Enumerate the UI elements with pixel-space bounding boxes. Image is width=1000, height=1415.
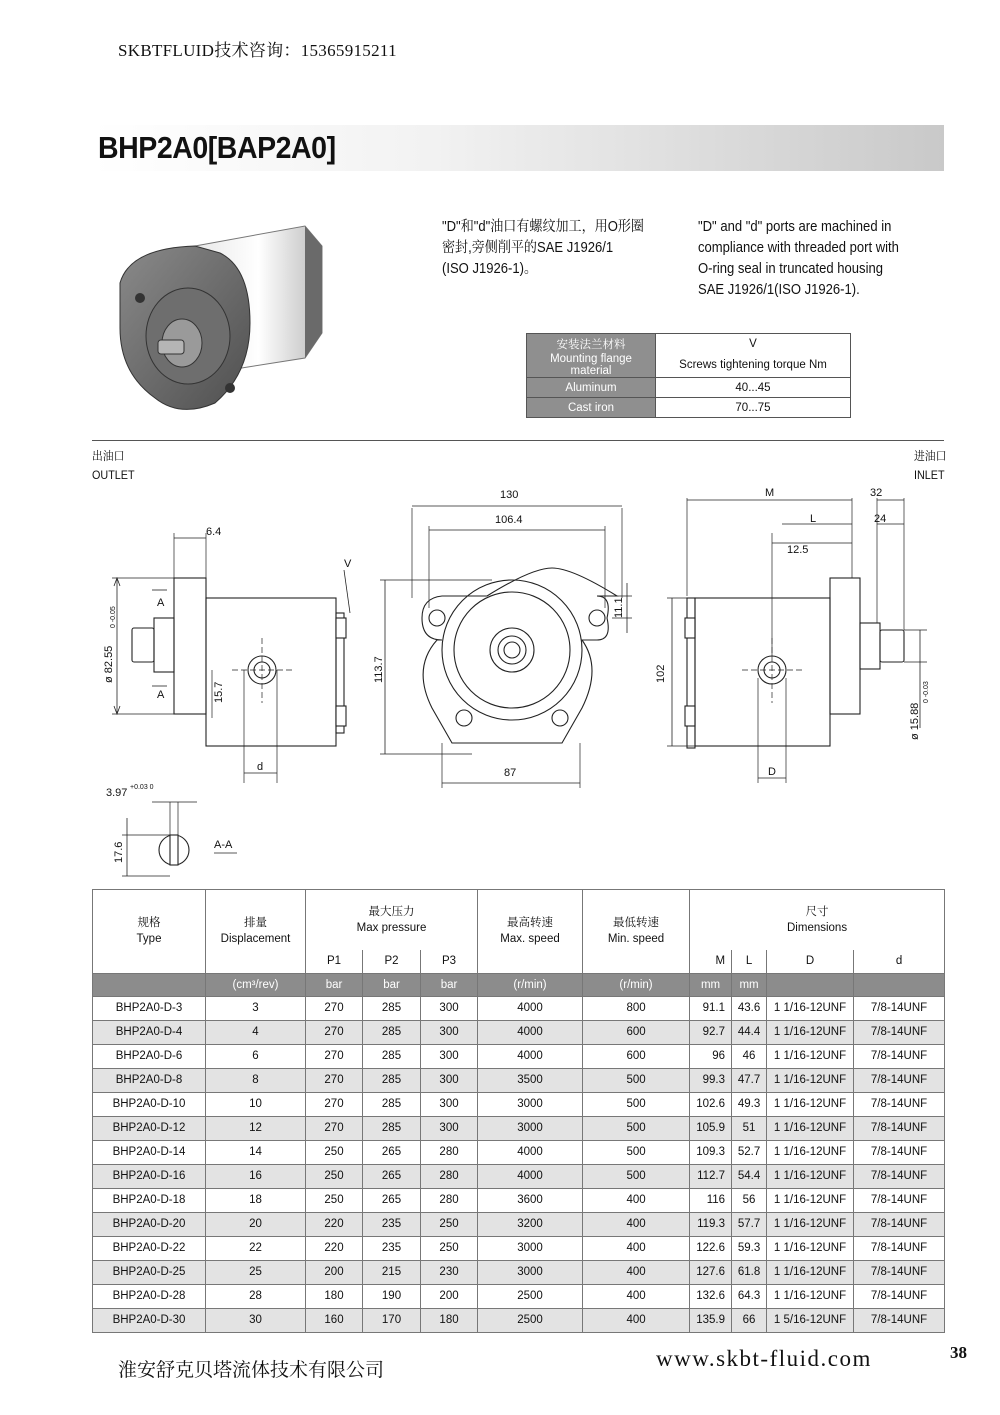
section-a-a: A-A: [214, 839, 233, 851]
unit-d: [854, 973, 945, 996]
table-cell: 3200: [478, 1212, 583, 1236]
table-cell: BHP2A0-D-3: [93, 996, 206, 1020]
table-cell: 7/8-14UNF: [854, 1236, 945, 1260]
table-cell: 6: [206, 1044, 306, 1068]
note-en: [698, 217, 923, 301]
table-cell: 7/8-14UNF: [854, 1284, 945, 1308]
table-cell: 280: [421, 1164, 478, 1188]
table-row: [93, 1140, 945, 1164]
table-cell: 1 1/16-12UNF: [767, 996, 854, 1020]
table-cell: 14: [206, 1140, 306, 1164]
dim-82-55: ø 82.55: [103, 645, 115, 683]
table-cell: 3: [206, 996, 306, 1020]
table-cell: BHP2A0-D-30: [93, 1308, 206, 1332]
torque-h1-en: Mounting flange material: [527, 353, 656, 378]
dim-11-1: 11.1: [613, 597, 625, 618]
table-row: [93, 1236, 945, 1260]
table-cell: 47.7: [732, 1068, 767, 1092]
table-cell: 25: [206, 1260, 306, 1284]
table-cell: 285: [363, 1092, 421, 1116]
table-cell: 64.3: [732, 1284, 767, 1308]
torque-h2-top: V: [656, 334, 851, 354]
table-cell: 3000: [478, 1260, 583, 1284]
table-cell: 3600: [478, 1188, 583, 1212]
page-title: BHP2A0[BAP2A0]: [98, 130, 336, 165]
footer-website[interactable]: www.skbt-fluid.com: [656, 1346, 872, 1371]
table-cell: 12: [206, 1116, 306, 1140]
table-cell: BHP2A0-D-10: [93, 1092, 206, 1116]
table-cell: 400: [583, 1260, 690, 1284]
table-row: [93, 1284, 945, 1308]
table-cell: 22: [206, 1236, 306, 1260]
table-cell: 285: [363, 1020, 421, 1044]
note-en-line: compliance with threaded port with: [698, 240, 899, 256]
table-cell: 235: [363, 1236, 421, 1260]
section-divider: [92, 440, 944, 441]
dim-102: 102: [655, 664, 667, 683]
table-cell: 1 1/16-12UNF: [767, 1260, 854, 1284]
table-row: [93, 1068, 945, 1092]
table-cell: 43.6: [732, 996, 767, 1020]
table-cell: 1 1/16-12UNF: [767, 1188, 854, 1212]
table-cell: 52.7: [732, 1140, 767, 1164]
table-cell: 300: [421, 1044, 478, 1068]
col-dim-en: Dimensions: [787, 921, 848, 934]
dim-130: 130: [500, 489, 519, 501]
table-cell: 2500: [478, 1308, 583, 1332]
table-cell: 500: [583, 1116, 690, 1140]
col-mins-cn: 最低转速: [613, 917, 660, 930]
table-cell: 16: [206, 1164, 306, 1188]
inlet-cn: 进油口: [914, 449, 947, 463]
table-cell: 92.7: [690, 1020, 732, 1044]
col-p1: P1: [306, 950, 363, 974]
table-cell: 1 1/16-12UNF: [767, 1140, 854, 1164]
table-cell: 270: [306, 996, 363, 1020]
spec-body: [93, 996, 945, 1332]
table-row: [93, 996, 945, 1020]
table-cell: 1 1/16-12UNF: [767, 1068, 854, 1092]
dim-3-97-tol: +0.03 0: [130, 784, 154, 791]
col-maxs-cn: 最高转速: [507, 917, 554, 930]
table-cell: 7/8-14UNF: [854, 1140, 945, 1164]
table-cell: 30: [206, 1308, 306, 1332]
technical-drawing: [92, 478, 944, 888]
table-cell: 49.3: [732, 1092, 767, 1116]
unit-D: [767, 973, 854, 996]
table-cell: 215: [363, 1260, 421, 1284]
table-cell: 1 1/16-12UNF: [767, 1284, 854, 1308]
table-cell: 1 1/16-12UNF: [767, 1020, 854, 1044]
table-cell: 270: [306, 1068, 363, 1092]
torque-material: Aluminum: [527, 378, 656, 398]
table-cell: BHP2A0-D-14: [93, 1140, 206, 1164]
note-en-line: O-ring seal in truncated housing: [698, 261, 883, 277]
unit-mins: (r/min): [583, 973, 690, 996]
table-cell: 7/8-14UNF: [854, 1164, 945, 1188]
dim-15-7: 15.7: [213, 681, 225, 703]
col-p3: P3: [421, 950, 478, 974]
table-cell: 500: [583, 1068, 690, 1092]
footer-company: 淮安舒克贝塔流体技术有限公司: [118, 1360, 385, 1381]
col-press: [306, 890, 478, 950]
table-cell: 160: [306, 1308, 363, 1332]
pump-photo: [100, 208, 340, 418]
unit-maxs: (r/min): [478, 973, 583, 996]
table-row: [93, 1044, 945, 1068]
torque-value: 70...75: [656, 398, 851, 418]
table-cell: 250: [306, 1164, 363, 1188]
header-contact: SKBTFLUID技术咨询：15365915211: [118, 41, 397, 60]
table-cell: 300: [421, 996, 478, 1020]
table-cell: BHP2A0-D-8: [93, 1068, 206, 1092]
dim-a-bottom: A: [157, 689, 165, 701]
note-cn-line: (ISO J1926-1)。: [442, 261, 538, 277]
note-en-line: SAE J1926/1(ISO J1926-1).: [698, 282, 860, 298]
col-disp: [206, 890, 306, 974]
table-cell: 56: [732, 1188, 767, 1212]
table-cell: 112.7: [690, 1164, 732, 1188]
table-cell: 600: [583, 1044, 690, 1068]
col-type-cn: 规格: [137, 917, 161, 930]
col-disp-cn: 排量: [244, 917, 267, 930]
table-cell: 600: [583, 1020, 690, 1044]
col-press-cn: 最大压力: [368, 905, 415, 918]
table-cell: 99.3: [690, 1068, 732, 1092]
col-m: M: [690, 950, 732, 974]
table-cell: 1 5/16-12UNF: [767, 1308, 854, 1332]
table-cell: 105.9: [690, 1116, 732, 1140]
table-cell: 7/8-14UNF: [854, 1212, 945, 1236]
outlet-en: OUTLET: [92, 468, 135, 482]
col-press-en: Max pressure: [356, 921, 427, 934]
unit-p3: bar: [421, 973, 478, 996]
dim-82-55-tol: 0 -0.05: [110, 606, 117, 628]
table-row: [93, 1020, 945, 1044]
table-cell: 7/8-14UNF: [854, 996, 945, 1020]
table-cell: 91.1: [690, 996, 732, 1020]
table-cell: 7/8-14UNF: [854, 1020, 945, 1044]
table-cell: 51: [732, 1116, 767, 1140]
table-cell: 300: [421, 1116, 478, 1140]
table-cell: 3000: [478, 1116, 583, 1140]
table-cell: 1 1/16-12UNF: [767, 1236, 854, 1260]
outlet-cn: 出油口: [92, 449, 125, 463]
table-row: [93, 1212, 945, 1236]
unit-p1: bar: [306, 973, 363, 996]
table-cell: BHP2A0-D-6: [93, 1044, 206, 1068]
side-view-left: [112, 533, 350, 783]
table-cell: 250: [306, 1140, 363, 1164]
table-cell: 7/8-14UNF: [854, 1092, 945, 1116]
dim-3-97: 3.97: [106, 787, 128, 799]
col-l: L: [732, 950, 767, 974]
table-cell: 4000: [478, 1164, 583, 1188]
note-en-line: "D" and "d" ports are machined in: [698, 219, 892, 235]
col-p2: P2: [363, 950, 421, 974]
col-dim: [690, 890, 945, 950]
dim-17-6: 17.6: [113, 841, 125, 863]
front-view: [380, 506, 632, 788]
table-cell: 230: [421, 1260, 478, 1284]
table-cell: 7/8-14UNF: [854, 1116, 945, 1140]
page-number: 38: [950, 1343, 967, 1362]
dim-d-small: d: [257, 761, 264, 773]
table-row: [93, 1092, 945, 1116]
table-cell: 3000: [478, 1092, 583, 1116]
table-cell: 3500: [478, 1068, 583, 1092]
table-cell: 200: [306, 1260, 363, 1284]
inlet-en: INLET: [914, 468, 945, 482]
table-cell: 265: [363, 1188, 421, 1212]
side-view-right: [667, 498, 927, 783]
col-maxs: [478, 890, 583, 974]
table-cell: 300: [421, 1020, 478, 1044]
table-cell: 7/8-14UNF: [854, 1044, 945, 1068]
table-cell: 4000: [478, 1020, 583, 1044]
table-cell: 400: [583, 1212, 690, 1236]
table-cell: 1 1/16-12UNF: [767, 1092, 854, 1116]
table-cell: 7/8-14UNF: [854, 1188, 945, 1212]
table-cell: 102.6: [690, 1092, 732, 1116]
torque-value: 40...45: [656, 378, 851, 398]
table-cell: BHP2A0-D-12: [93, 1116, 206, 1140]
table-row: [93, 1308, 945, 1332]
table-cell: 200: [421, 1284, 478, 1308]
col-disp-en: Displacement: [220, 933, 291, 946]
table-cell: BHP2A0-D-4: [93, 1020, 206, 1044]
table-cell: 1 1/16-12UNF: [767, 1116, 854, 1140]
table-cell: 3000: [478, 1236, 583, 1260]
table-cell: 280: [421, 1188, 478, 1212]
table-cell: 1 1/16-12UNF: [767, 1212, 854, 1236]
torque-h2-bottom: Screws tightening torque Nm: [656, 353, 851, 378]
table-cell: 1 1/16-12UNF: [767, 1044, 854, 1068]
table-cell: 400: [583, 1236, 690, 1260]
table-cell: 180: [421, 1308, 478, 1332]
table-cell: 270: [306, 1116, 363, 1140]
table-cell: 800: [583, 996, 690, 1020]
table-cell: 61.8: [732, 1260, 767, 1284]
dim-87: 87: [504, 767, 517, 779]
dim-v: V: [344, 558, 352, 570]
note-cn-line: 密封,旁侧削平的SAE J1926/1: [442, 240, 614, 256]
dim-l: L: [810, 513, 817, 525]
dim-113-7: 113.7: [373, 656, 385, 683]
table-cell: 4000: [478, 996, 583, 1020]
table-cell: BHP2A0-D-18: [93, 1188, 206, 1212]
table-cell: 122.6: [690, 1236, 732, 1260]
dim-15-88-tol: 0 -0.03: [923, 681, 930, 703]
dim-a-top: A: [157, 597, 165, 609]
table-cell: 44.4: [732, 1020, 767, 1044]
table-cell: 500: [583, 1092, 690, 1116]
table-cell: 220: [306, 1212, 363, 1236]
unit-disp: (cm³/rev): [206, 973, 306, 996]
table-cell: 4: [206, 1020, 306, 1044]
col-mins-en: Min. speed: [607, 933, 665, 946]
table-cell: 28: [206, 1284, 306, 1308]
torque-material: Cast iron: [527, 398, 656, 418]
table-row: [93, 1164, 945, 1188]
table-cell: 285: [363, 1044, 421, 1068]
torque-table: [526, 333, 851, 418]
table-cell: 46: [732, 1044, 767, 1068]
dim-106-4: 106.4: [495, 514, 523, 526]
spec-table: [92, 889, 945, 1333]
table-cell: 54.4: [732, 1164, 767, 1188]
table-cell: 10: [206, 1092, 306, 1116]
col-type: [93, 890, 206, 974]
table-cell: 1 1/16-12UNF: [767, 1164, 854, 1188]
note-cn-line: "D"和"d"油口有螺纹加工，用O形圈: [442, 219, 644, 235]
table-cell: BHP2A0-D-28: [93, 1284, 206, 1308]
unit-p2: bar: [363, 973, 421, 996]
table-cell: 400: [583, 1188, 690, 1212]
table-cell: 132.6: [690, 1284, 732, 1308]
table-cell: 265: [363, 1140, 421, 1164]
table-cell: 59.3: [732, 1236, 767, 1260]
table-cell: 400: [583, 1308, 690, 1332]
table-cell: BHP2A0-D-25: [93, 1260, 206, 1284]
unit-type: [93, 973, 206, 996]
col-d: d: [854, 950, 945, 974]
table-cell: BHP2A0-D-22: [93, 1236, 206, 1260]
table-cell: 285: [363, 996, 421, 1020]
note-cn: [442, 217, 658, 280]
dim-D: D: [768, 766, 776, 778]
table-cell: 66: [732, 1308, 767, 1332]
table-cell: 96: [690, 1044, 732, 1068]
dim-32: 32: [870, 487, 883, 499]
dim-24: 24: [874, 513, 887, 525]
table-cell: 4000: [478, 1044, 583, 1068]
table-cell: 500: [583, 1164, 690, 1188]
table-row: [93, 1188, 945, 1212]
table-cell: 170: [363, 1308, 421, 1332]
table-cell: 57.7: [732, 1212, 767, 1236]
table-cell: 18: [206, 1188, 306, 1212]
table-cell: 270: [306, 1020, 363, 1044]
col-mins: [583, 890, 690, 974]
table-cell: 250: [306, 1188, 363, 1212]
table-cell: 285: [363, 1116, 421, 1140]
col-D: D: [767, 950, 854, 974]
table-cell: 500: [583, 1140, 690, 1164]
table-cell: 116: [690, 1188, 732, 1212]
table-cell: 8: [206, 1068, 306, 1092]
table-cell: 250: [421, 1236, 478, 1260]
table-cell: 7/8-14UNF: [854, 1068, 945, 1092]
table-cell: 220: [306, 1236, 363, 1260]
table-cell: 285: [363, 1068, 421, 1092]
table-cell: 300: [421, 1092, 478, 1116]
table-cell: 119.3: [690, 1212, 732, 1236]
dim-6-4: 6.4: [206, 526, 222, 538]
table-cell: 270: [306, 1044, 363, 1068]
unit-m: mm: [690, 973, 732, 996]
table-row: [93, 1260, 945, 1284]
unit-l: mm: [732, 973, 767, 996]
table-cell: 20: [206, 1212, 306, 1236]
table-cell: 180: [306, 1284, 363, 1308]
table-cell: 109.3: [690, 1140, 732, 1164]
table-row: [93, 1116, 945, 1140]
table-cell: 135.9: [690, 1308, 732, 1332]
table-cell: 127.6: [690, 1260, 732, 1284]
torque-h1-cn: 安装法兰材料: [527, 334, 656, 354]
table-cell: BHP2A0-D-16: [93, 1164, 206, 1188]
table-cell: 235: [363, 1212, 421, 1236]
dim-m: M: [765, 487, 775, 499]
table-cell: 4000: [478, 1140, 583, 1164]
col-maxs-en: Max. speed: [500, 933, 560, 946]
table-cell: 190: [363, 1284, 421, 1308]
col-type-en: Type: [136, 933, 162, 946]
table-cell: 280: [421, 1140, 478, 1164]
table-cell: 265: [363, 1164, 421, 1188]
table-cell: 7/8-14UNF: [854, 1260, 945, 1284]
dim-12-5: 12.5: [787, 544, 809, 556]
table-cell: 7/8-14UNF: [854, 1308, 945, 1332]
table-cell: 300: [421, 1068, 478, 1092]
table-cell: 250: [421, 1212, 478, 1236]
col-dim-cn: 尺寸: [805, 905, 829, 918]
table-cell: 2500: [478, 1284, 583, 1308]
table-cell: 270: [306, 1092, 363, 1116]
dim-15-88: ø 15.88: [909, 702, 921, 740]
table-cell: 400: [583, 1284, 690, 1308]
table-cell: BHP2A0-D-20: [93, 1212, 206, 1236]
